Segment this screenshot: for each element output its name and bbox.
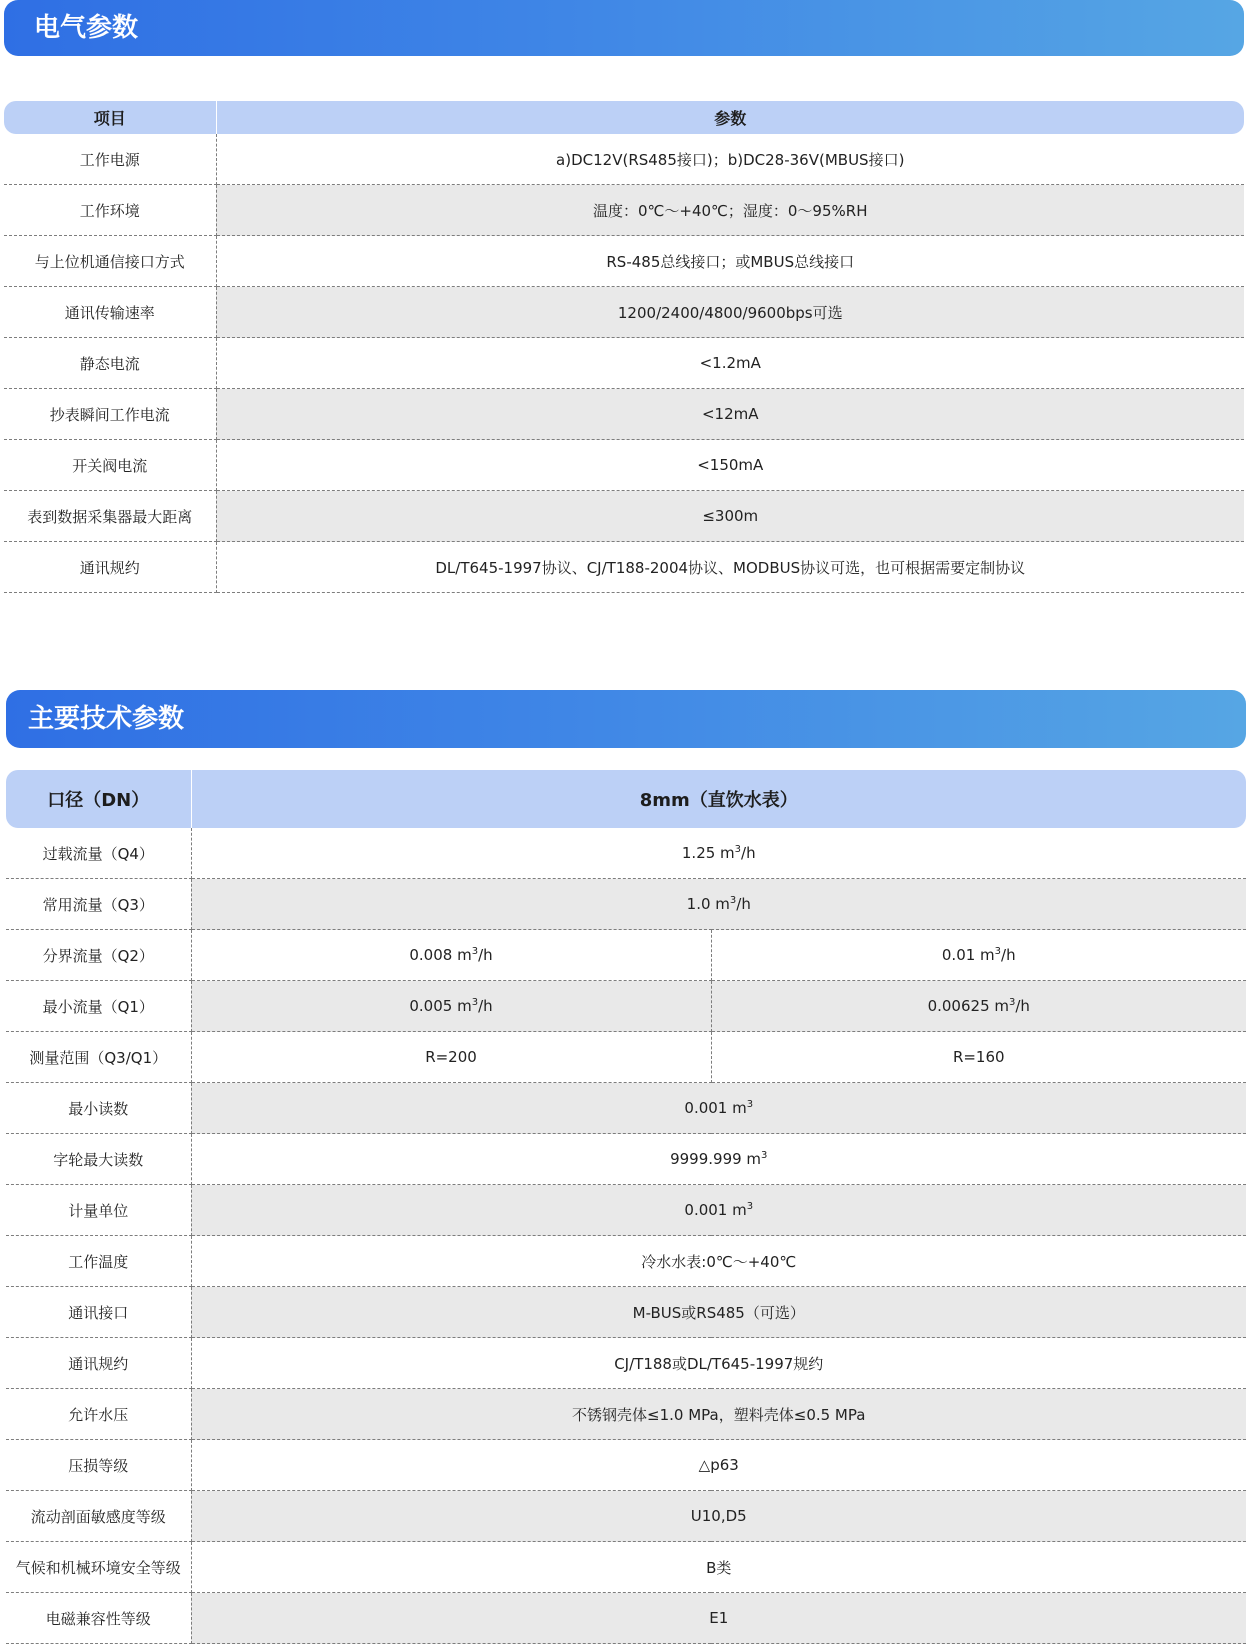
table-row (6, 1185, 1246, 1236)
row-label: 最小流量（Q1） (6, 981, 191, 1032)
row-value: E1 (191, 1593, 1246, 1644)
header-model: 8mm（直饮水表） (191, 770, 1246, 828)
row-value-a: 0.008 $m^3/h$ (191, 930, 711, 981)
row-label: 抄表瞬间工作电流 (4, 389, 216, 440)
row-value: CJ/T188或DL/T645-1997规约 (191, 1338, 1246, 1389)
table-row (6, 879, 1246, 930)
table-row (6, 930, 1246, 981)
row-label: 静态电流 (4, 338, 216, 389)
row-label: 字轮最大读数 (6, 1134, 191, 1185)
row-label: 测量范围（Q3/Q1） (6, 1032, 191, 1083)
table-row (6, 1389, 1246, 1440)
row-label: 压损等级 (6, 1440, 191, 1491)
row-label: 电磁兼容性等级 (6, 1593, 191, 1644)
row-value: a)DC12V(RS485接口)；b)DC28-36V(MBUS接口) (216, 134, 1244, 185)
row-value-a: R=200 (191, 1032, 711, 1083)
section-title-electrical: 电气参数 (4, 0, 1244, 56)
table-row (6, 1542, 1246, 1593)
table-row (6, 1287, 1246, 1338)
table-header-row (4, 101, 1244, 134)
section-title-technical: 主要技术参数 (6, 690, 1246, 748)
table-row (4, 185, 1244, 236)
row-value: DL/T645-1997协议、CJ/T188-2004协议、MODBUS协议可选，也可根据需要定制协议 (216, 542, 1244, 593)
table-row (6, 981, 1246, 1032)
row-label: 通讯传输速率 (4, 287, 216, 338)
row-value: B类 (191, 1542, 1246, 1593)
row-value: ≤300m (216, 491, 1244, 542)
row-value: 0.001 $m^3$ (191, 1083, 1246, 1134)
row-label: 开关阀电流 (4, 440, 216, 491)
table-row (6, 828, 1246, 879)
table-row (6, 1083, 1246, 1134)
row-label: 表到数据采集器最大距离 (4, 491, 216, 542)
row-value: <12mA (216, 389, 1244, 440)
table-row (6, 1134, 1246, 1185)
row-value: 0.001 $m^3$ (191, 1185, 1246, 1236)
row-value: <1.2mA (216, 338, 1244, 389)
table-row (4, 287, 1244, 338)
row-value: 冷水水表:0℃～+40℃ (191, 1236, 1246, 1287)
row-value: 1.25 $m^3/h$ (191, 828, 1246, 879)
row-value: U10,D5 (191, 1491, 1246, 1542)
table-row (4, 491, 1244, 542)
row-label: 工作温度 (6, 1236, 191, 1287)
row-value: RS-485总线接口；或MBUS总线接口 (216, 236, 1244, 287)
row-label: 通讯接口 (6, 1287, 191, 1338)
electrical-params-table (4, 101, 1244, 593)
row-label: 流动剖面敏感度等级 (6, 1491, 191, 1542)
row-label: 分界流量（Q2） (6, 930, 191, 981)
row-label: 允许水压 (6, 1389, 191, 1440)
row-label: 与上位机通信接口方式 (4, 236, 216, 287)
table-row (4, 236, 1244, 287)
row-value: 不锈钢壳体≤1.0 MPa，塑料壳体≤0.5 MPa (191, 1389, 1246, 1440)
row-value-a: 0.005 $m^3/h$ (191, 981, 711, 1032)
row-label: 最小读数 (6, 1083, 191, 1134)
table-row (6, 1440, 1246, 1491)
table-row (6, 1593, 1246, 1644)
row-value: △p63 (191, 1440, 1246, 1491)
row-value-b: R=160 (711, 1032, 1246, 1083)
table-row (6, 1491, 1246, 1542)
row-value-b: 0.01 $m^3/h$ (711, 930, 1246, 981)
row-value: 1.0 $m^3/h$ (191, 879, 1246, 930)
table-row (4, 542, 1244, 593)
table-row (4, 389, 1244, 440)
row-label: 工作电源 (4, 134, 216, 185)
header-param: 参数 (216, 101, 1244, 134)
table-row (4, 134, 1244, 185)
row-label: 气候和机械环境安全等级 (6, 1542, 191, 1593)
row-value: 温度：0℃～+40℃；湿度：0～95%RH (216, 185, 1244, 236)
row-value: 1200/2400/4800/9600bps可选 (216, 287, 1244, 338)
technical-params-table (6, 770, 1246, 1644)
row-value: 9999.999 $m^3$ (191, 1134, 1246, 1185)
header-diameter: 口径（DN） (6, 770, 191, 828)
row-value: M-BUS或RS485（可选） (191, 1287, 1246, 1338)
table-row (6, 1236, 1246, 1287)
row-label: 常用流量（Q3） (6, 879, 191, 930)
table-row (6, 1338, 1246, 1389)
row-label: 过载流量（Q4） (6, 828, 191, 879)
row-label: 通讯规约 (6, 1338, 191, 1389)
header-item: 项目 (4, 101, 216, 134)
row-label: 计量单位 (6, 1185, 191, 1236)
row-value: <150mA (216, 440, 1244, 491)
table-row (4, 338, 1244, 389)
table-header-row (6, 770, 1246, 828)
row-label: 工作环境 (4, 185, 216, 236)
table-row (4, 440, 1244, 491)
row-value-b: 0.00625 $m^3/h$ (711, 981, 1246, 1032)
table-row (6, 1032, 1246, 1083)
row-label: 通讯规约 (4, 542, 216, 593)
